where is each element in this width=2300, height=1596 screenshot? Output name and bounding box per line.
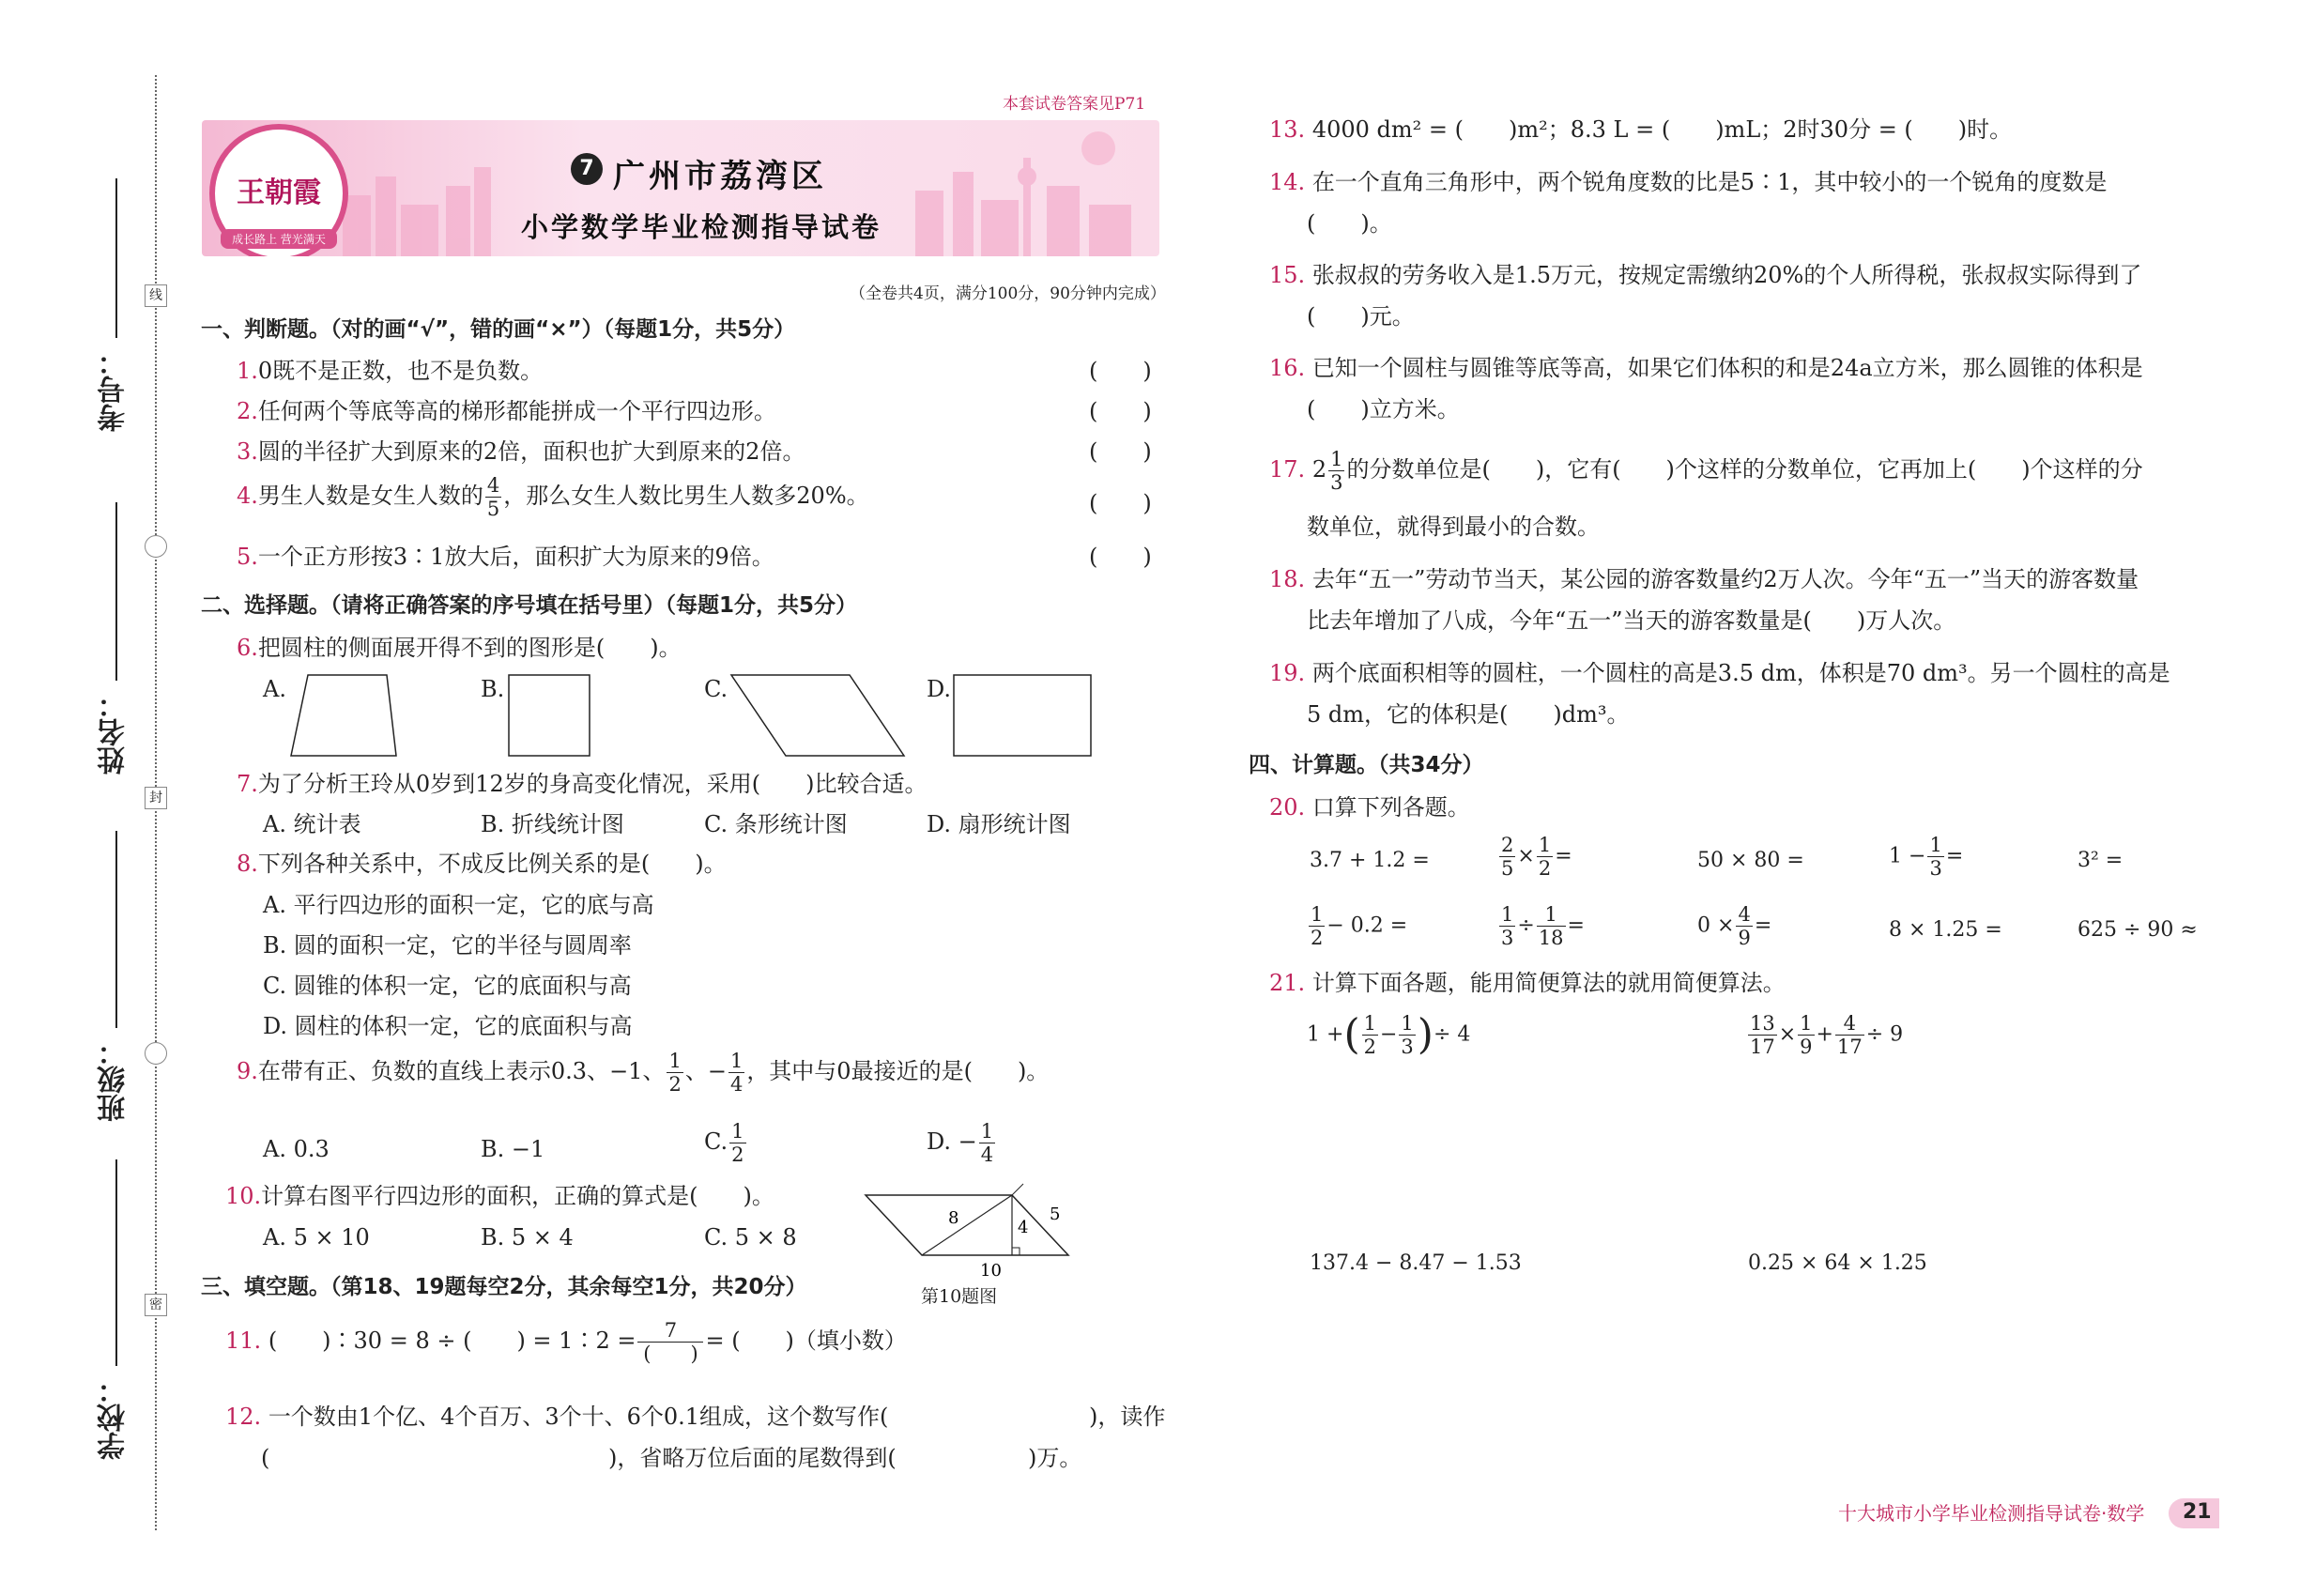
q20-i8-num: 4 (1738, 903, 1751, 926)
school-field[interactable] (115, 1159, 117, 1366)
q14-number: 14. (1269, 169, 1306, 195)
q21-e2-op1: × (1778, 1022, 1797, 1047)
q21-e2-f3 (1835, 1012, 1864, 1058)
q17-number: 17. (1269, 456, 1306, 483)
q16-line1 (1269, 357, 2143, 379)
q12-line2-end: )万。 (1028, 1445, 1082, 1471)
q20-i2-f2-num: 1 (1538, 834, 1552, 856)
answer-note: 本套试卷答案见P71 (1003, 95, 1146, 114)
q7-option-a[interactable]: A. 统计表 (263, 811, 361, 837)
q20-item-6 (1307, 903, 1407, 949)
q9-text-c: ，其中与0最接近的是( )。 (746, 1058, 1050, 1085)
q20-i2-f2 (1537, 834, 1553, 880)
q20-i2-f1 (1499, 834, 1515, 880)
q4-text-a: 男生人数是女生人数的 (257, 483, 483, 510)
q20-number: 20. (1269, 794, 1306, 821)
q18-line2: 比去年增加了八成，今年“五一”当天的游客数量是( )万人次。 (1307, 607, 1956, 634)
q19-line2: 5 dm，它的体积是( )dm³。 (1307, 701, 1630, 728)
q3-text: 圆的半径扩大到原来的2倍，面积也扩大到原来的2倍。 (257, 438, 805, 465)
q21-expression-3: 137.4 − 8.47 − 1.53 (1310, 1251, 1522, 1275)
q9-f2-numerator: 1 (729, 1050, 744, 1072)
q10-label-10: 10 (980, 1261, 1002, 1281)
q6-option-a-label[interactable]: A. (263, 676, 286, 702)
q6-rectangle-shape (950, 671, 1096, 761)
class-field[interactable] (115, 831, 117, 1028)
q9-option-c-fraction (729, 1120, 745, 1166)
q21-e1-a: 1 + (1307, 1022, 1344, 1047)
q12-text-1: 一个数由1个亿、4个百万、3个十、6个0.1组成，这个数写作( (268, 1404, 889, 1430)
q1-text: 0既不是正数，也不是负数。 (257, 358, 544, 384)
q20-i2-f2-den: 2 (1538, 857, 1552, 881)
q20-item-3: 50 × 80 = (1697, 849, 1804, 872)
q21-e1-f2 (1399, 1012, 1415, 1058)
q5 (237, 545, 774, 568)
q17-text-1: 的分数单位是( )，它有( )个这样的分数单位，它再加上( )个这样的分 (1346, 456, 2143, 483)
q10 (225, 1185, 774, 1207)
q4-fraction (485, 474, 501, 520)
q20-i7-f2-den: 18 (1538, 927, 1564, 950)
q9-option-c-denominator: 2 (731, 1143, 744, 1167)
q9-f1-numerator: 1 (668, 1050, 682, 1072)
q4-answer-paren[interactable]: ( ) (1089, 490, 1152, 516)
q9-option-d-numerator: 1 (980, 1120, 994, 1143)
q20-text: 口算下列各题。 (1311, 794, 1470, 821)
q9-option-b[interactable]: B. −1 (481, 1136, 545, 1162)
q21-text: 计算下面各题，能用简便算法的就用简便算法。 (1311, 970, 1786, 996)
section4-title: 四、计算题。（共34分） (1249, 753, 1484, 777)
q9-text-b: 、− (684, 1058, 727, 1085)
exam-number-label: 考号： (98, 347, 130, 432)
q7 (237, 773, 927, 795)
q15-number: 15. (1269, 262, 1306, 288)
q20-i8-eq: = (1754, 913, 1772, 938)
q9-option-d-denominator: 4 (980, 1143, 994, 1167)
q19-number: 19. (1269, 660, 1306, 686)
q21-e1-c: ÷ 4 (1433, 1022, 1471, 1047)
q4-denominator: 5 (486, 498, 500, 521)
seal-mark-secret: 密 (145, 1294, 167, 1316)
section2-title: 二、选择题。（请将正确答案的序号填在括号里）（每题1分，共5分） (201, 593, 858, 618)
q6-option-b-label[interactable]: B. (481, 676, 505, 702)
q7-option-b[interactable]: B. 折线统计图 (481, 811, 624, 837)
q6-trapezoid-shape (282, 671, 413, 761)
q10-text: 计算右图平行四边形的面积，正确的算式是( )。 (261, 1183, 774, 1209)
q14-text-1: 在一个直角三角形中，两个锐角度数的比是5∶1，其中较小的一个锐角的度数是 (1311, 169, 2108, 195)
q9-number: 9. (237, 1058, 258, 1085)
q21-e2-f3-num: 4 (1835, 1012, 1864, 1036)
q17-numerator: 1 (1330, 448, 1343, 470)
q9-option-c-label: C. (704, 1128, 728, 1156)
q6 (237, 637, 682, 659)
q10-label-4: 4 (1018, 1218, 1029, 1237)
school-label: 学校： (98, 1375, 130, 1460)
exam-number-field[interactable] (115, 178, 117, 338)
q9 (237, 1050, 1049, 1096)
q9-text-a: 在带有正、负数的直线上表示0.3、−1、 (257, 1058, 666, 1085)
q6-square-shape (505, 671, 599, 761)
q21-e1-f2-den: 3 (1401, 1036, 1414, 1059)
q20-i2-f1-num: 2 (1501, 834, 1514, 856)
q8-option-a[interactable]: A. 平行四边形的面积一定，它的底与高 (263, 892, 654, 918)
brand-logo (209, 124, 348, 256)
q20-i6-den: 2 (1311, 927, 1324, 950)
q20-i6-num: 1 (1311, 903, 1324, 926)
q5-number: 5. (237, 544, 258, 570)
q15-line1 (1269, 264, 2141, 286)
brand-logo-slogan: 成长路上 营光满天 (221, 229, 337, 249)
seal-mark-seal: 封 (145, 787, 167, 809)
brand-logo-text: 王朝霞 (237, 176, 321, 209)
q14-line2: ( )。 (1307, 210, 1392, 237)
q12-number: 12. (225, 1404, 262, 1430)
q20-i4-f (1927, 834, 1943, 880)
q21 (1269, 972, 1786, 994)
q8 (237, 852, 727, 875)
page-title: 广州市荔湾区 (613, 158, 827, 195)
q19-text-1: 两个底面积相等的圆柱，一个圆柱的高是3.5 dm，体积是70 dm³。另一个圆柱的高是 (1311, 660, 2170, 686)
q6-option-d-label[interactable]: D. (927, 676, 952, 702)
q21-e2-f2-den: 9 (1800, 1036, 1813, 1059)
q20-i8-den: 9 (1738, 927, 1751, 950)
q2 (237, 400, 776, 422)
q11-numerator: 7 (637, 1319, 703, 1343)
q8-option-d[interactable]: D. 圆柱的体积一定，它的底面积与高 (263, 1013, 633, 1039)
q11-fraction (637, 1319, 703, 1365)
q12-line1-end: )，读作 (1089, 1404, 1166, 1430)
q13-text: 4000 dm² = ( )m²；8.3 L = ( )mL；2时30分 = ( )时。 (1311, 116, 2013, 143)
q17-whole: 2 (1311, 456, 1327, 483)
q7-option-c[interactable]: C. 条形统计图 (704, 811, 848, 837)
q8-option-c[interactable]: C. 圆锥的体积一定，它的底面积与高 (263, 973, 632, 999)
q20-i4-den: 3 (1929, 857, 1942, 881)
q9-option-d[interactable] (927, 1120, 997, 1166)
q13 (1269, 118, 2012, 141)
q10-label-5: 5 (1050, 1205, 1061, 1224)
q20-i7-f1 (1499, 903, 1515, 949)
q20-i6-text: − 0.2 = (1326, 913, 1408, 938)
q3-number: 3. (237, 438, 258, 465)
q9-option-c[interactable] (704, 1120, 748, 1166)
q21-number: 21. (1269, 970, 1306, 996)
q10-option-b[interactable]: B. 5 × 4 (481, 1224, 574, 1251)
q21-e2-op3: ÷ 9 (1865, 1022, 1904, 1047)
q9-option-d-label: D. − (927, 1128, 977, 1156)
q20-i7-f2 (1537, 903, 1566, 949)
q21-e2-f1 (1748, 1012, 1777, 1058)
q12-line2-start: ( (261, 1445, 270, 1471)
q1 (237, 360, 543, 382)
q20-i2-eq: = (1555, 844, 1572, 868)
q10-option-a[interactable]: A. 5 × 10 (263, 1224, 370, 1251)
q10-parallelogram-figure (854, 1178, 1080, 1291)
footer-text: 十大城市小学毕业检测指导试卷·数学 (1838, 1502, 2145, 1525)
q12-line1 (225, 1405, 888, 1428)
q20-i2-op: × (1517, 844, 1535, 868)
q5-answer-paren[interactable]: ( ) (1089, 544, 1152, 570)
q19-line1 (1269, 662, 2170, 684)
q3 (237, 440, 805, 463)
q12-line2-mid: )，省略万位后面的尾数得到( (608, 1445, 897, 1471)
q18-text-1: 去年“五一”劳动节当天，某公园的游客数量约2万人次。今年“五一”当天的游客数量 (1311, 566, 2139, 592)
q20-item-9: 8 × 1.25 = (1889, 918, 2002, 942)
title-banner (202, 120, 1159, 256)
q6-number: 6. (237, 635, 258, 661)
q21-e1-f2-num: 1 (1401, 1012, 1414, 1035)
q9-f2-denominator: 4 (729, 1073, 744, 1097)
q11-text-a: ( )∶30 = 8 ÷ ( ) = 1∶2 = (268, 1327, 636, 1355)
q20-i8-text: 0 × (1697, 913, 1735, 938)
q20-item-2 (1497, 834, 1572, 880)
class-label: 班级： (98, 1037, 130, 1122)
page-subtitle: 小学数学毕业检测指导试卷 (521, 211, 882, 243)
q10-option-c[interactable]: C. 5 × 8 (704, 1224, 797, 1251)
q20-i4-eq: = (1945, 844, 1964, 868)
q1-answer-paren[interactable]: ( ) (1089, 358, 1152, 384)
q8-option-b[interactable]: B. 圆的面积一定，它的半径与圆周率 (263, 932, 632, 959)
q20-i8-f (1736, 903, 1752, 949)
q21-e2-f2 (1798, 1012, 1814, 1058)
page-number: 21 (2183, 1500, 2212, 1524)
q21-e1-f1-den: 2 (1363, 1036, 1376, 1059)
q11-number: 11. (225, 1327, 262, 1355)
binding-hole (145, 535, 167, 558)
q20-item-10: 625 ÷ 90 ≈ (2078, 918, 2198, 942)
q4-text-b: ，那么女生人数比男生人数多20%。 (503, 483, 869, 510)
q6-text: 把圆柱的侧面展开得不到的图形是( )。 (257, 635, 682, 661)
q20-i7-f2-num: 1 (1537, 903, 1566, 927)
q14-line1 (1269, 171, 2107, 193)
q20-i6-f (1309, 903, 1325, 949)
q20 (1269, 796, 1470, 819)
seal-mark-line: 线 (145, 284, 167, 307)
q18-line1 (1269, 568, 2139, 591)
q20-i4-text: 1 − (1889, 844, 1926, 868)
q6-parallelogram-shape (728, 671, 915, 761)
q13-number: 13. (1269, 116, 1306, 143)
q2-number: 2. (237, 398, 258, 424)
q20-item-8 (1697, 903, 1771, 949)
q7-number: 7. (237, 771, 258, 797)
q16-number: 16. (1269, 355, 1306, 381)
q8-number: 8. (237, 851, 258, 877)
q21-expression-1 (1307, 1012, 1470, 1058)
q18-number: 18. (1269, 566, 1306, 592)
q20-item-1: 3.7 + 1.2 = (1310, 849, 1430, 872)
q2-answer-paren[interactable]: ( ) (1089, 398, 1152, 424)
q21-expression-2 (1746, 1012, 1903, 1058)
q20-i2-f1-den: 5 (1501, 857, 1514, 881)
q10-number: 10. (225, 1183, 262, 1209)
q10-label-8: 8 (948, 1208, 959, 1228)
q21-e2-f1-den: 17 (1750, 1036, 1775, 1059)
q3-answer-paren[interactable]: ( ) (1089, 438, 1152, 465)
q21-expression-4: 0.25 × 64 × 1.25 (1748, 1251, 1927, 1275)
q9-fraction-1 (667, 1050, 682, 1096)
section3-title: 三、填空题。（第18、19题每空2分，其余每空1分，共20分） (201, 1275, 807, 1299)
q11-text-b: = ( )（填小数） (705, 1327, 907, 1355)
q20-i4-num: 1 (1929, 834, 1942, 856)
q7-option-d[interactable]: D. 扇形统计图 (927, 811, 1071, 837)
q21-e1-left-paren: ( (1343, 1010, 1360, 1059)
name-field[interactable] (115, 502, 117, 681)
q20-i7-f1-den: 3 (1501, 927, 1514, 950)
q17-line2: 数单位，就得到最小的合数。 (1307, 514, 1600, 540)
q21-e2-f1-num: 13 (1750, 1012, 1775, 1035)
q9-f1-denominator: 2 (668, 1073, 682, 1097)
q16-line2: ( )立方米。 (1307, 396, 1460, 422)
q21-e2-f3-den: 17 (1836, 1036, 1863, 1059)
q7-text: 为了分析王玲从0岁到12岁的身高变化情况，采用( )比较合适。 (257, 771, 928, 797)
q20-i7-op: ÷ (1517, 913, 1535, 938)
q21-e2-op2: + (1816, 1022, 1833, 1047)
q4 (237, 474, 869, 520)
q11 (225, 1319, 907, 1365)
q6-option-c-label[interactable]: C. (704, 676, 728, 702)
q21-e2-f2-num: 1 (1800, 1012, 1813, 1035)
q21-e1-right-paren: ) (1417, 1010, 1434, 1059)
q4-number: 4. (237, 483, 258, 510)
q10-figure-caption: 第10题图 (921, 1286, 998, 1307)
binding-hole (145, 1042, 167, 1065)
q4-numerator: 4 (486, 474, 500, 497)
q9-option-a[interactable]: A. 0.3 (263, 1136, 330, 1162)
q20-item-7 (1497, 903, 1585, 949)
q17-line1 (1269, 448, 2143, 494)
q21-e1-op: − (1379, 1022, 1398, 1047)
q9-option-c-numerator: 1 (731, 1120, 744, 1143)
q21-e1-f1-num: 1 (1363, 1012, 1376, 1035)
exam-info: （全卷共4页，满分100分，90分钟内完成） (850, 284, 1166, 303)
q20-i7-f1-num: 1 (1501, 903, 1514, 926)
q8-text: 下列各种关系中，不成反比例关系的是( )。 (257, 851, 727, 877)
q15-text-1: 张叔叔的劳务收入是1.5万元，按规定需缴纳20%的个人所得税，张叔叔实际得到了 (1311, 262, 2142, 288)
name-label: 姓名： (98, 690, 130, 775)
q21-e1-f1 (1362, 1012, 1378, 1058)
q2-text: 任何两个等底等高的梯形都能拼成一个平行四边形。 (257, 398, 776, 424)
q20-i7-eq: = (1567, 913, 1585, 938)
section1-title: 一、判断题。（对的画“√”，错的画“×”）（每题1分，共5分） (201, 317, 796, 342)
q20-item-5: 3² = (2078, 849, 2124, 872)
q11-denominator[interactable]: ( ) (643, 1343, 698, 1366)
q9-fraction-2 (728, 1050, 744, 1096)
q17-denominator: 3 (1330, 471, 1343, 495)
q17-fraction (1328, 448, 1344, 494)
q5-text: 一个正方形按3∶1放大后，面积扩大为原来的9倍。 (257, 544, 774, 570)
q15-line2: ( )元。 (1307, 303, 1415, 330)
q16-text-1: 已知一个圆柱与圆锥等底等高，如果它们体积的和是24a立方米，那么圆锥的体积是 (1311, 355, 2143, 381)
q20-item-4 (1889, 834, 1963, 880)
q9-option-d-fraction (979, 1120, 995, 1166)
q1-number: 1. (237, 358, 258, 384)
paper-number-badge: 7 (571, 153, 603, 185)
